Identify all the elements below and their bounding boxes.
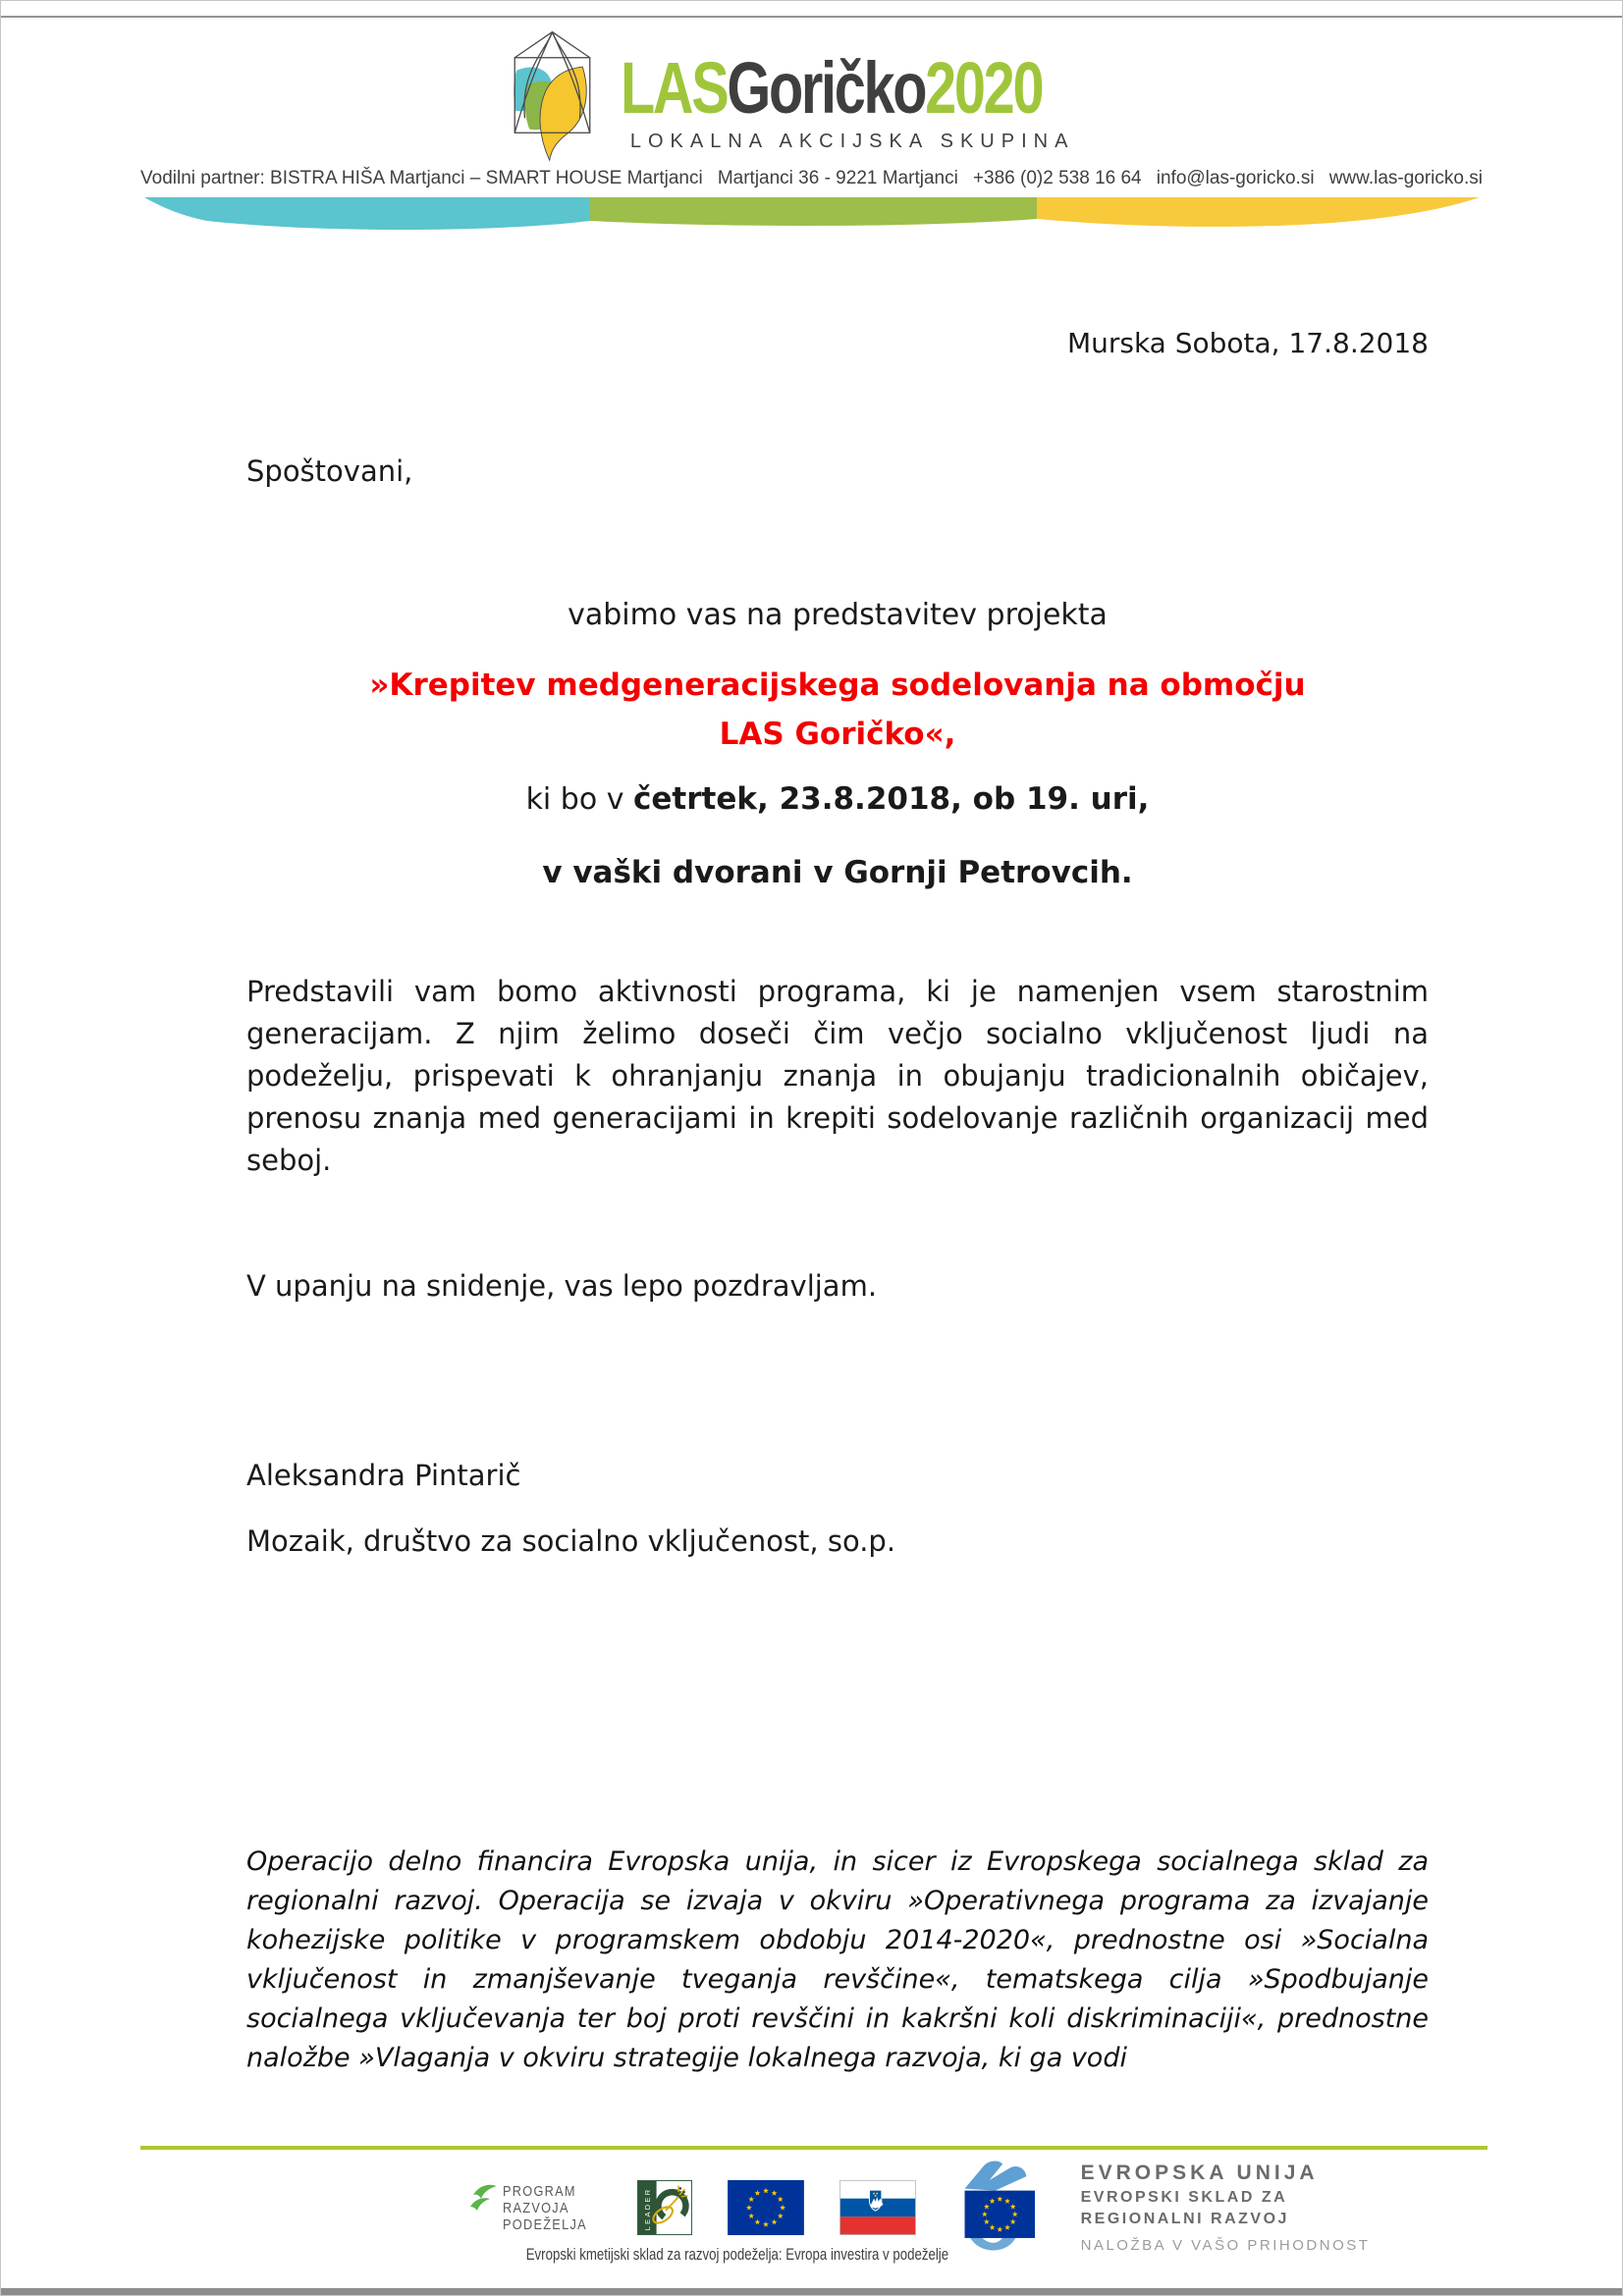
body-paragraph: Predstavili vam bomo aktivnosti programa, ki je namenjen vsem starostnim generacijam. Z njim želimo doseči čim večjo socialno vključenost ljudi na podeželju, prispevati k ohranjanju znanja in obujanju tradicionalnih običajev, prenosu znanja med generacijami in krepiti sodelovanje različnih organizacij med seboj. <box>246 975 1429 1177</box>
phone-text: +386 (0)2 538 16 64 <box>972 168 1142 188</box>
dateline: Murska Sobota, 17.8.2018 <box>1066 327 1429 359</box>
esrr-logo-graphic <box>951 2159 1065 2257</box>
email-text: info@las-goricko.si <box>1156 168 1315 188</box>
esrr-line-4: NALOŽBA V VAŠO PRIHODNOST <box>1080 2237 1371 2254</box>
project-title-line1: »Krepitev medgeneracijskega sodelovanja na območju <box>369 667 1306 703</box>
prp-line-3: PODEŽELJA <box>502 2216 587 2233</box>
website-text: www.las-goricko.si <box>1328 168 1483 188</box>
bottom-edge-bar <box>1 2288 1622 2295</box>
logo-title-las: LAS <box>620 47 728 129</box>
closing-line: V upanju na snidenje, vas lepo pozdravljam. <box>246 1269 878 1303</box>
logo-title-2020: 2020 <box>925 47 1043 129</box>
signature-name: Aleksandra Pintarič <box>246 1459 521 1492</box>
leader-label: LEADER <box>642 2187 652 2231</box>
logo-text-block <box>621 27 1161 153</box>
leader-logo <box>637 2180 692 2235</box>
invite-line: vabimo vas na predstavitev projekta <box>568 598 1108 632</box>
footer-logo-row <box>1 2157 1622 2259</box>
funding-disclaimer: Operacijo delno financira Evropska unija, in sicer iz Evropskega socialnega sklad za regionalni razvoj. Operacija se izvaja v okviru »Operativnega programa za izvajanje kohezijske politike v programskem obdobju 2014-2020«, prednostne osi »Socialna vključenost in zmanjševanje tveganja revščine«, tematskega cilja »Spodbujanje socialnega vključevanja ter boj proti revščini in kakršni koli diskriminaciji«, prednostne naložbe »Vlaganja v okviru strategije lokalnega razvoja, ki ga vodi <box>246 1846 1429 2073</box>
logo-title-goricko: Goričko <box>727 47 926 129</box>
prp-logo <box>469 2183 602 2233</box>
header-wave-ribbon <box>138 193 1488 235</box>
esrr-line-3: REGIONALNI RAZVOJ <box>1080 2211 1289 2227</box>
letterhead <box>1 27 1622 164</box>
event-datetime-bold: četrtek, 23.8.2018, ob 19. uri, <box>633 781 1150 817</box>
event-datetime-line <box>246 781 1429 817</box>
footer-caption: Evropski kmetijski sklad za razvoj podeželja: Evropa investira v podeželje <box>525 2245 949 2264</box>
footer-divider <box>140 2146 1488 2150</box>
lead-partner-text: Vodilni partner: BISTRA HIŠA Martjanci – SMART HOUSE Martjanci <box>140 168 703 188</box>
esrr-text-block <box>1081 2162 1371 2254</box>
logo-subtitle: LOKALNA AKCIJSKA SKUPINA <box>629 131 1075 152</box>
event-datetime-prefix: ki bo v <box>525 782 634 817</box>
letterhead-contact-row <box>140 168 1483 189</box>
prp-line-1: PROGRAM <box>502 2182 576 2200</box>
project-title-line2: LAS Goričko«, <box>719 717 956 752</box>
las-goricko-logo-icon <box>502 27 603 164</box>
salutation: Spoštovani, <box>246 454 413 488</box>
prp-bird-icon <box>469 2183 499 2222</box>
project-title <box>246 661 1429 759</box>
esrr-line-1: EVROPSKA UNIJA <box>1080 2162 1319 2184</box>
address-text: Martjanci 36 - 9221 Martjanci <box>717 168 958 188</box>
eu-flag <box>728 2180 804 2235</box>
esrr-line-2: EVROPSKI SKLAD ZA <box>1080 2189 1288 2206</box>
esrr-logo-block <box>951 2159 1371 2257</box>
prp-line-2: RAZVOJA <box>502 2199 569 2216</box>
logo-title <box>620 47 1043 129</box>
top-divider <box>1 16 1622 18</box>
slovenia-flag <box>839 2180 916 2235</box>
prp-logo-text <box>503 2183 587 2233</box>
signature-organization: Mozaik, društvo za socialno vključenost, so.p. <box>246 1524 896 1558</box>
event-location-line: v vaški dvorani v Gornji Petrovcih. <box>542 855 1133 890</box>
